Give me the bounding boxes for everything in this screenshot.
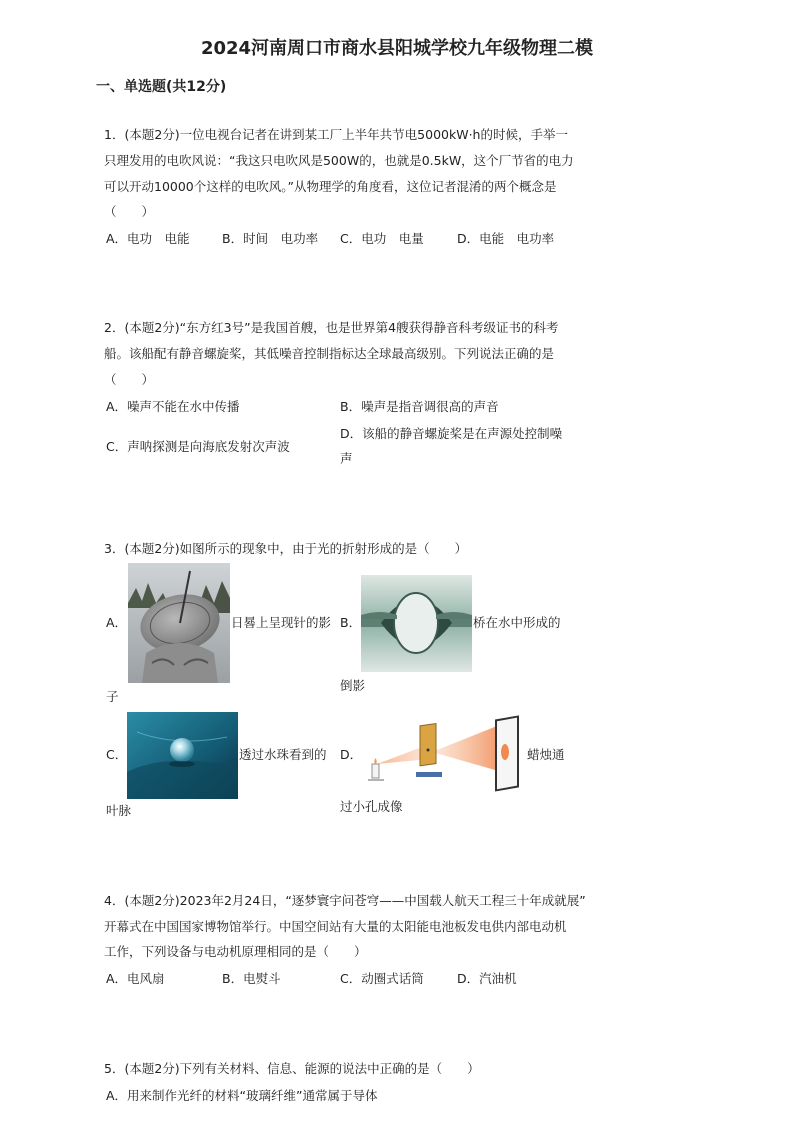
q4-option-d[interactable]: D．汽油机 [457, 971, 517, 986]
q1-line-1: 1．(本题2分)一位电视台记者在讲到某工厂上半年共节电5000kW·h的时候，手举一 [104, 127, 568, 142]
q3-option-b-text-cont: 倒影 [340, 678, 366, 693]
q3-option-b-text: 桥在水中形成的 [473, 615, 561, 630]
q1-option-c[interactable]: C．电功 电量 [340, 231, 424, 246]
q3-option-c-label[interactable]: C． [106, 747, 128, 762]
q1-line-4: （ ） [104, 204, 155, 219]
q3-option-d-label[interactable]: D． [340, 747, 363, 762]
q3-option-a-text-cont: 子 [106, 689, 119, 704]
pinhole-camera-image [362, 714, 526, 796]
section-heading: 一、单选题(共12分) [96, 79, 227, 95]
q4-line-1: 4．(本题2分)2023年2月24日，“逐梦寰宇问苍穹——中国载人航天工程三十年成就展” [104, 893, 586, 908]
q3-stem: 3．(本题2分)如图所示的现象中，由于光的折射形成的是（ ） [104, 541, 468, 556]
q1-option-a[interactable]: A．电功 电能 [106, 231, 190, 246]
bridge-reflection-image [361, 575, 472, 672]
q4-option-b[interactable]: B．电熨斗 [222, 971, 281, 986]
q2-line-3: （ ） [104, 372, 155, 387]
q3-option-a-text: 日晷上呈现针的影 [231, 615, 332, 630]
q5-stem: 5．(本题2分)下列有关材料、信息、能源的说法中正确的是（ ） [104, 1061, 480, 1076]
q5-option-a[interactable]: A．用来制作光纤的材料“玻璃纤维”通常属于导体 [106, 1088, 378, 1103]
q2-option-a[interactable]: A．噪声不能在水中传播 [106, 399, 240, 414]
q4-line-2: 开幕式在中国国家博物馆举行。中国空间站有大量的太阳能电池板发电供内部电动机 [104, 919, 567, 934]
q3-option-d-text-cont: 过小孔成像 [340, 799, 403, 814]
q3-option-a-label[interactable]: A． [106, 615, 128, 630]
q2-line-1: 2．(本题2分)“东方红3号”是我国首艘，也是世界第4艘获得静音科考级证书的科考 [104, 320, 559, 335]
q2-option-b[interactable]: B．噪声是指音调很高的声音 [340, 399, 499, 414]
q2-option-d[interactable]: D．该船的静音螺旋桨是在声源处控制噪 [340, 426, 563, 441]
page-title: 2024河南周口市商水县阳城学校九年级物理二模 [200, 38, 594, 59]
q1-option-b[interactable]: B．时间 电功率 [222, 231, 319, 246]
sundial-image [128, 563, 230, 683]
water-droplet-image [127, 712, 238, 799]
q2-option-c[interactable]: C．声呐探测是向海底发射次声波 [106, 439, 290, 454]
q3-option-c-text: 透过水珠看到的 [239, 747, 327, 762]
q1-line-3: 可以开动10000个这样的电吹风。”从物理学的角度看，这位记者混淆的两个概念是 [104, 179, 557, 194]
q2-line-2: 船。该船配有静音螺旋桨，其低噪音控制指标达全球最高级别。下列说法正确的是 [104, 346, 555, 361]
q1-option-d[interactable]: D．电能 电功率 [457, 231, 555, 246]
q3-option-d-text: 蜡烛通 [527, 747, 565, 762]
q3-option-c-text-cont: 叶脉 [106, 803, 132, 818]
q4-option-c[interactable]: C．动圈式话筒 [340, 971, 424, 986]
q2-option-d-cont: 声 [340, 451, 353, 466]
q4-option-a[interactable]: A．电风扇 [106, 971, 165, 986]
q3-option-b-label[interactable]: B． [340, 615, 362, 630]
q1-line-2: 只理发用的电吹风说：“我这只电吹风是500W的，也就是0.5kW，这个厂节省的电力 [104, 153, 574, 168]
q4-line-3: 工作，下列设备与电动机原理相同的是（ ） [104, 944, 367, 959]
